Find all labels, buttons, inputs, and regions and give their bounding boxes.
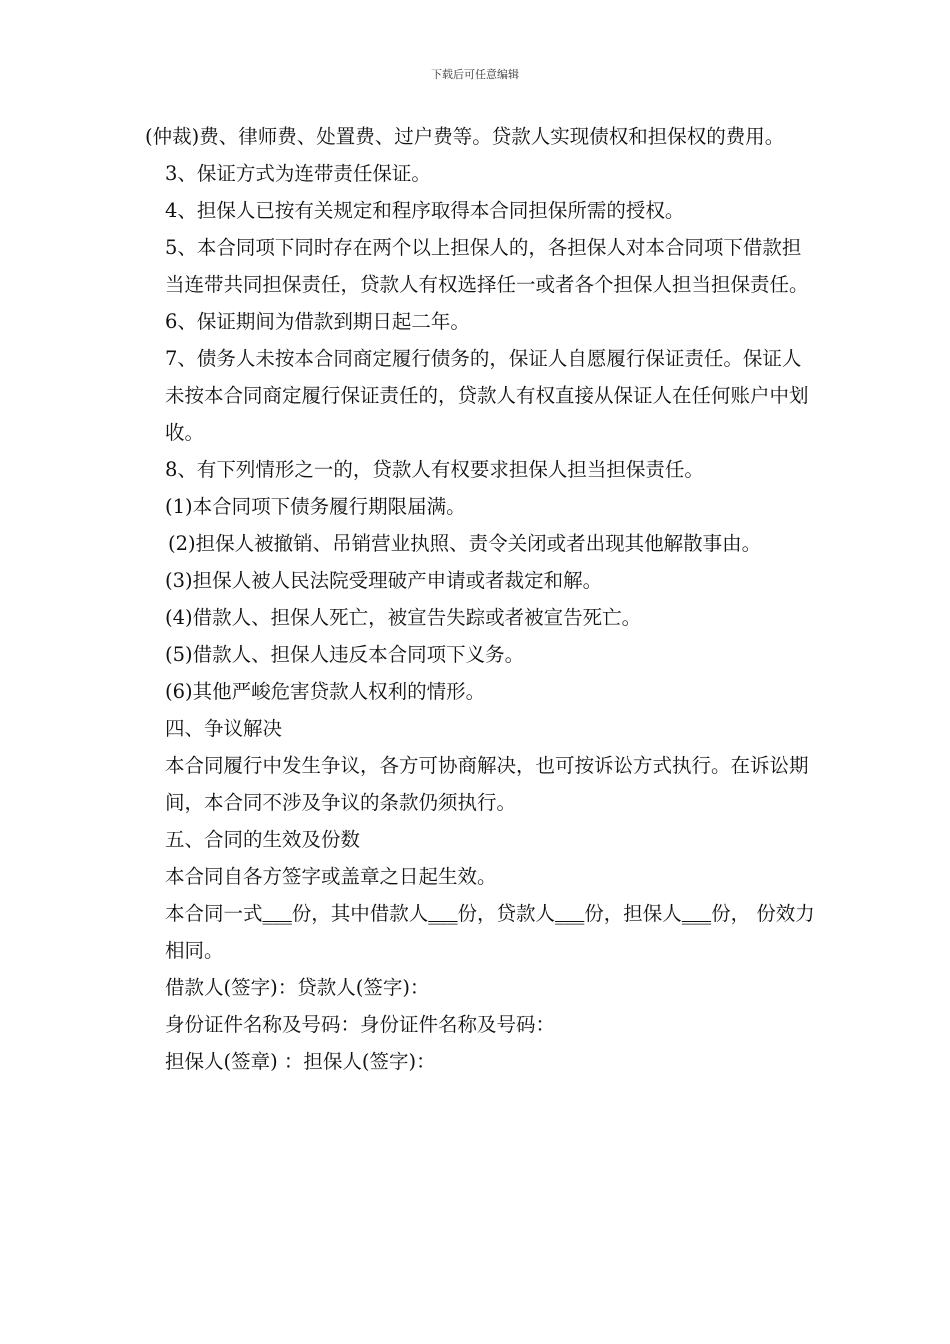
paragraph-clause-5: 5、本合同项下同时存在两个以上担保人的，各担保人对本合同项下借款担当连带共同担保责任，贷款人有权选择任一或者各个担保人担当担保责任。: [165, 236, 809, 296]
copies-blank-total: ___: [262, 902, 292, 925]
paragraph-item-3: (3)担保人被人民法院受理破产申请或者裁定和解。: [165, 569, 603, 592]
copies-text-4: 份，担保人: [584, 902, 682, 925]
signature-line-borrower-lender: 借款人(签字)：贷款人(签字)：: [165, 976, 430, 999]
copies-blank-guarantor: ___: [681, 902, 712, 925]
paragraph-fees: (仲裁)费、律师费、处置费、过户费等。贷款人实现债权和担保权的费用。: [145, 125, 785, 148]
paragraph-clause-7: 7、债务人未按本合同商定履行债务的，保证人自愿履行保证责任。保证人未按本合同商定履行保证责任的，贷款人有权直接从保证人在任何账户中划收。: [165, 347, 809, 444]
paragraph-dispute: 本合同履行中发生争议，各方可协商解决，也可按诉讼方式执行。在诉讼期间，本合同不涉及争议的条款仍须执行。: [165, 754, 809, 814]
paragraph-copies: [145, 895, 817, 969]
paragraph-clause-8: 8、有下列情形之一的，贷款人有权要求担保人担当担保责任。: [165, 458, 704, 481]
signature-line-guarantor: 担保人(签章) ：担保人(签字)：: [165, 1050, 436, 1073]
copies-text-3: 份，贷款人: [457, 902, 556, 925]
copies-blank-lender: ___: [555, 902, 585, 925]
paragraph-item-4: (4)借款人、担保人死亡，被宣告失踪或者被宣告死亡。: [165, 606, 642, 629]
paragraph-item-2: (2)担保人被撤销、吊销营业执照、责令关闭或者出现其他解散事由。: [168, 532, 762, 555]
copies-text-1: 本合同一式: [165, 902, 263, 925]
paragraph-item-5: (5)借款人、担保人违反本合同项下义务。: [165, 643, 525, 666]
paragraph-clause-3: 3、保证方式为连带责任保证。: [165, 162, 431, 185]
copies-text-2: 份，其中借款人: [291, 902, 429, 925]
paragraph-item-6: (6)其他严峻危害贷款人权利的情形。: [165, 680, 486, 703]
copies-blank-borrower: ___: [428, 902, 458, 925]
copies-text-5: 份， 份效力相同。: [165, 902, 815, 962]
paragraph-item-1: (1)本合同项下债务履行期限届满。: [165, 495, 466, 518]
page-header: 下载后可任意编辑: [431, 68, 519, 81]
paragraph-clause-6: 6、保证期间为借款到期日起二年。: [165, 310, 470, 333]
signature-line-id: 身份证件名称及号码：身份证件名称及号码：: [165, 1013, 556, 1036]
paragraph-effect: 本合同自各方签字或盖章之日起生效。: [165, 865, 497, 888]
paragraph-clause-4: 4、担保人已按有关规定和程序取得本合同担保所需的授权。: [165, 199, 685, 222]
section-heading-dispute: 四、争议解决: [165, 717, 283, 740]
document-body: [145, 118, 817, 1080]
section-heading-effect: 五、合同的生效及份数: [165, 828, 361, 851]
